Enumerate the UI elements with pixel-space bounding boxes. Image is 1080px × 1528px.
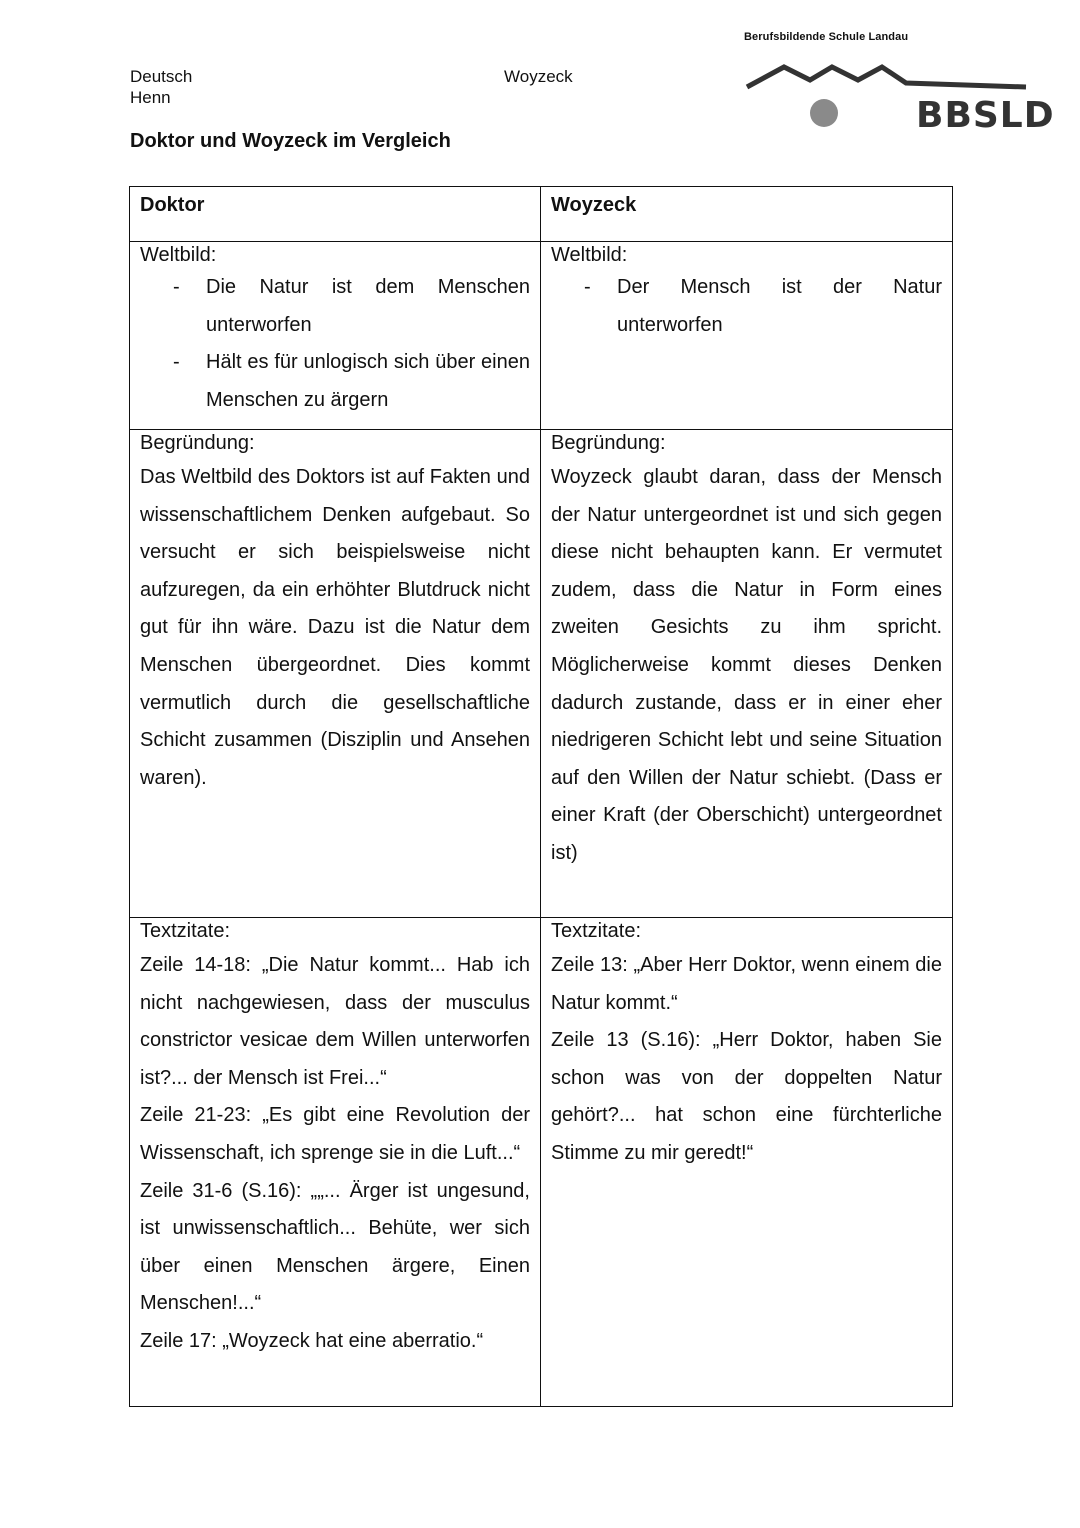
- zitate-label: Textzitate:: [140, 920, 231, 942]
- topic-label: Woyzeck: [504, 67, 573, 86]
- woyzeck-begruendung-text: Woyzeck glaubt daran, dass der Mensch der Natur untergeordnet ist und sich gegen diese nicht behaupten kann. Er vermutet zudem, dass die Natur in Form eines zweiten Gesichts zu ihm spricht. Möglicherweise kommt dieses Denken dadurch zustande, dass er in einer eher niedrigeren Schicht lebt und seine Situation auf den Willen der Natur schiebt. (Dass er einer Kraft (der Oberschicht) untergeordnet ist): [551, 466, 942, 864]
- quote: Zeile 13 (S.16): „Herr Doktor, haben Sie schon was von der doppelten Natur gehört?... hat schon eine fürchterliche Stimme zu mir geredt!“: [551, 1029, 942, 1164]
- quote: Zeile 14-18: „Die Natur kommt... Hab ich nicht nachgewiesen, dass der musculus constrictor vesicae dem Willen unterworfen ist?... der Mensch ist Frei...“: [140, 954, 530, 1089]
- document-title: Doktor und Woyzeck im Vergleich: [130, 130, 451, 152]
- comparison-table: [129, 186, 953, 1407]
- woyzeck-weltbild-cell: [541, 242, 953, 430]
- doktor-weltbild-list: [140, 269, 530, 419]
- quote: Zeile 21-23: „Es gibt eine Revolution der Wissenschaft, ich sprenge sie in die Luft...“: [140, 1104, 530, 1164]
- weltbild-label: Weltbild:: [140, 244, 217, 266]
- woyzeck-begruendung-cell: [541, 430, 953, 918]
- quote: Zeile 31-6 (S.16): „„... Ärger ist ungesund, ist unwissenschaftlich... Behüte, wer sich über einen Menschen ärgere, Einen Menschen!...“: [140, 1179, 530, 1315]
- begruendung-label: Begründung:: [551, 432, 666, 454]
- quote: Zeile 17: „Woyzeck hat eine aberratio.“: [140, 1329, 484, 1352]
- doktor-weltbild-cell: [130, 242, 541, 430]
- logo-text: BBSLD: [916, 95, 1055, 136]
- woyzeck-weltbild-list: [551, 269, 942, 344]
- column-header-doktor: Doktor: [130, 187, 541, 242]
- woyzeck-zitate-cell: [541, 918, 953, 1407]
- quote: Zeile 13: „Aber Herr Doktor, wenn einem die Natur kommt.“: [551, 954, 942, 1014]
- column-header-woyzeck: Woyzeck: [541, 187, 953, 242]
- zitate-label: Textzitate:: [551, 920, 642, 942]
- doktor-begruendung-text: Das Weltbild des Doktors ist auf Fakten und wissenschaftlichem Denken aufgebaut. So versucht er sich beispielsweise nicht aufzuregen, da ein erhöhter Blutdruck nicht gut für ihn wäre. Dazu ist die Natur dem Menschen übergeordnet. Dies kommt vermutlich durch die gesellschaftliche Schicht zusammen (Disziplin und Ansehen waren).: [140, 466, 530, 789]
- doktor-zitate-cell: [130, 918, 541, 1407]
- school-name: Berufsbildende Schule Landau: [744, 31, 909, 43]
- list-item: - Der Mensch ist der Natur unterworfen: [617, 269, 942, 344]
- teacher-label: Henn: [130, 88, 171, 107]
- weltbild-label: Weltbild:: [551, 244, 628, 266]
- doktor-begruendung-cell: [130, 430, 541, 918]
- begruendung-label: Begründung:: [140, 432, 255, 454]
- list-item: - Hält es für unlogisch sich über einen Menschen zu ärgern: [206, 344, 530, 419]
- subject-label: Deutsch: [130, 67, 193, 86]
- list-item: - Die Natur ist dem Menschen unterworfen: [206, 269, 530, 344]
- school-logo: [744, 55, 1055, 136]
